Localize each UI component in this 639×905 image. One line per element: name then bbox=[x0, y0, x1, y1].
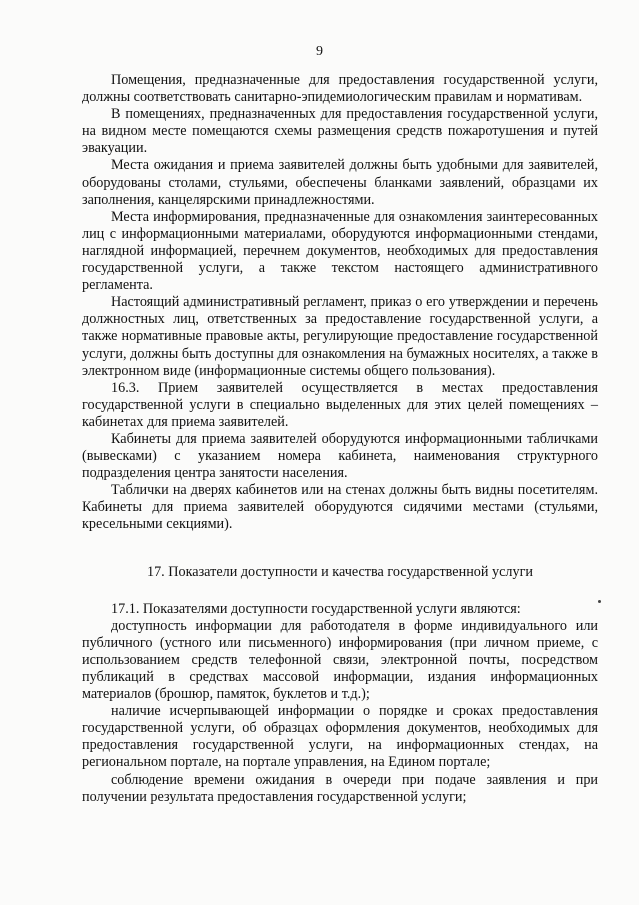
paragraph: Настоящий административный регламент, приказ о его утверждении и перечень должностных лиц, ответственных за предоставление государственной услуги, а также нормативные правовые акты, регулирующие предоставление государственной услуги, должны быть доступны для ознакомления на бумажных носителях, а также в электронном виде (информационные системы общего пользования). bbox=[82, 294, 598, 379]
paragraph: Таблички на дверях кабинетов или на стенах должны быть видны посетителям. Кабинеты для приема заявителей оборудуются сидячими местами (стульями, кресельными секциями). bbox=[82, 482, 598, 533]
section-heading: 17. Показатели доступности и качества государственной услуги bbox=[146, 563, 533, 580]
paragraph: В помещениях, предназначенных для предоставления государственной услуги, на видном месте помещаются схемы размещения средств пожаротушения и путей эвакуации. bbox=[82, 106, 598, 157]
paragraph: наличие исчерпывающей информации о порядке и сроках предоставления государственной услуги, об образцах оформления документов, необходимых для предоставления государственной услуги, на информационных стендах, на региональном портале, на портале управления, на Едином портале; bbox=[82, 703, 598, 771]
paragraph: Помещения, предназначенные для предоставления государственной услуги, должны соответствовать санитарно-эпидемиологическим правилам и нормативам. bbox=[82, 72, 598, 106]
paragraph: 16.3. Прием заявителей осуществляется в местах предоставления государственной услуги в специально выделенных для этих целей помещениях – кабинетах для приема заявителей. bbox=[82, 379, 598, 430]
paragraph: Места ожидания и приема заявителей должны быть удобными для заявителей, оборудованы столами, стульями, обеспечены бланками заявлений, образцами их заполнения, канцелярскими принадлежностями. bbox=[82, 157, 598, 208]
paragraph: 17.1. Показателями доступности государственной услуги являются: bbox=[111, 600, 521, 617]
paragraph: Кабинеты для приема заявителей оборудуются информационными табличками (вывесками) с указанием номера кабинета, наименования структурного подразделения центра занятости населения. bbox=[82, 430, 598, 482]
document-body bbox=[82, 72, 598, 806]
paragraph: Места информирования, предназначенные для ознакомления заинтересованных лиц с информационными материалами, оборудуются информационными стендами, наглядной информацией, перечнем документов, необходимых для предоставления государственной услуги, а также текстом настоящего административного регламента. bbox=[82, 208, 598, 294]
scan-speck bbox=[598, 600, 601, 603]
paragraph: доступность информации для работодателя в форме индивидуального или публичного (устного или письменного) информирования (при личном приеме, с использованием средств телефонной связи, электронной почты, посредством публикаций в средствах массовой информации, издания информационных материалов (брошюр, памяток, буклетов и т.д.); bbox=[82, 617, 598, 703]
paragraph: соблюдение времени ожидания в очереди при подаче заявления и при получении результата предоставления государственной услуги; bbox=[82, 771, 598, 805]
page-number: 9 bbox=[316, 44, 323, 59]
